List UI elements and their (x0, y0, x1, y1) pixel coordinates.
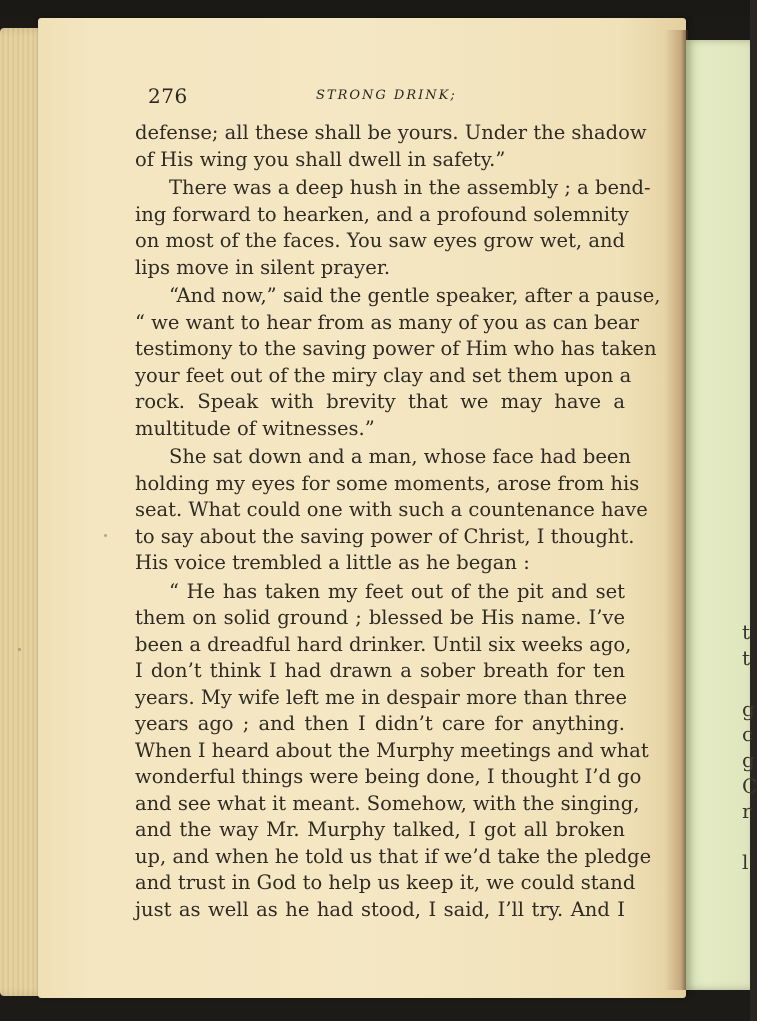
text-line: of His wing you shall dwell in safety.” (135, 147, 506, 171)
text-line: been a dreadful hard drinker. Until six weeks ago, (135, 632, 632, 656)
text-line: “And now,” said the gentle speaker, after a pause, (169, 284, 661, 307)
facing-page-fragment: t (742, 645, 751, 670)
text-line: on most of the faces. You saw eyes grow wet, and (135, 229, 625, 252)
text-line: just as well as he had stood, I said, I’ll try. And I (135, 897, 625, 921)
facing-page-text-fragments (742, 620, 757, 876)
text-line: years ago ; and then I didn’t care for anything. (135, 712, 625, 735)
text-line: them on solid ground ; blessed be His name. I’ve (135, 606, 625, 629)
page-number: 276 (148, 84, 188, 108)
text-line: There was a deep hush in the assembly ; a bend- (169, 176, 651, 199)
paper-speck (18, 648, 21, 651)
text-line: years. My wife left me in despair more than three (135, 685, 627, 709)
text-line: up, and when he told us that if we’d take the pledge (135, 844, 652, 868)
text-line: and see what it meant. Somehow, with the singing, (135, 791, 640, 815)
facing-page-fragment (742, 671, 750, 697)
facing-page-fragment: C (742, 773, 757, 798)
text-line: ing forward to hearken, and a profound solemnity (135, 202, 629, 226)
page-header (148, 84, 622, 112)
facing-page-fragment: c (742, 722, 754, 747)
body-text (135, 120, 661, 923)
book-gutter (664, 30, 688, 990)
text-line: multitude of witnesses.” (135, 416, 375, 440)
text-line: When I heard about the Murphy meetings and what (135, 738, 649, 762)
paper-speck (104, 534, 107, 537)
running-head: STRONG DRINK; (316, 88, 457, 103)
facing-page-fragment (742, 825, 750, 851)
text-line: She sat down and a man, whose face had been (169, 445, 631, 468)
text-line: and the way Mr. Murphy talked, I got all broken (135, 818, 625, 841)
text-line: testimony to the saving power of Him who has taken (135, 337, 657, 360)
text-line: His voice trembled a little as he began : (135, 551, 530, 574)
text-line: “ He has taken my feet out of the pit and set (169, 579, 625, 603)
facing-page-fragment: l (742, 850, 749, 875)
facing-page-fragment: t (742, 620, 751, 644)
text-line: your feet out of the miry clay and set them upon a (135, 363, 632, 387)
text-line: I don’t think I had drawn a sober breath for ten (135, 659, 625, 682)
text-line: lips move in silent prayer. (135, 255, 391, 279)
facing-page-fragment: r (742, 799, 752, 824)
facing-page-fragment: g (742, 696, 755, 721)
text-line: to say about the saving power of Christ, I thought. (135, 524, 635, 548)
text-line: seat. What could one with such a countenance have (135, 498, 648, 521)
text-line: “ we want to hear from as many of you as can bear (135, 310, 639, 334)
text-line: defense; all these shall be yours. Under the shadow (135, 121, 647, 144)
text-line: rock. Speak with brevity that we may have a (135, 390, 625, 413)
text-line: holding my eyes for some moments, arose from his (135, 471, 640, 495)
text-line: and trust in God to help us keep it, we could stand (135, 871, 636, 894)
text-line: wonderful things were being done, I thought I’d go (135, 765, 642, 788)
facing-page (686, 40, 757, 990)
facing-page-fragment: g (742, 747, 755, 772)
